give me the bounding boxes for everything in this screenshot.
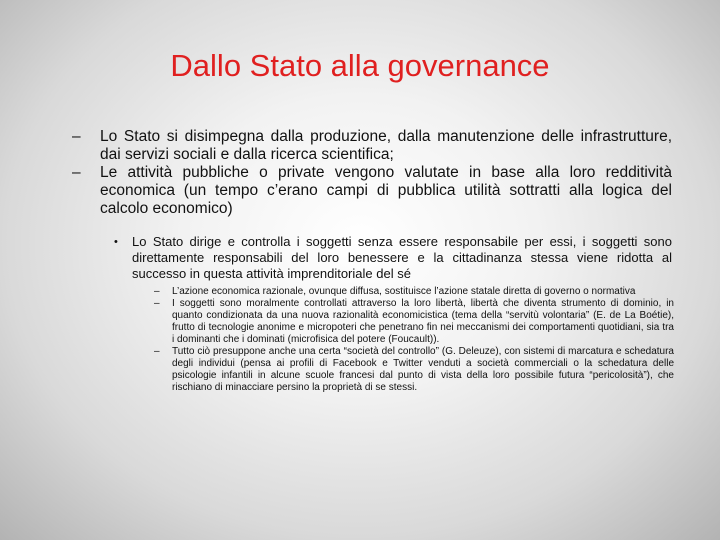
list-item-text: Lo Stato si disimpegna dalla produzione, dalla manutenzione delle infrastrutture, dai servizi sociali e dalla ricerca scientifica;: [100, 128, 672, 163]
list-item: [152, 346, 674, 394]
bullet-list-level-3: [152, 286, 674, 394]
dash-bullet: –: [154, 298, 160, 309]
list-item-text: Lo Stato dirige e controlla i soggetti senza essere responsabile per essi, i soggetti sono direttamente responsabili del loro benessere e la cittadinanza stessa viene ridotta al successo in questa attività imprenditoriale del sé: [132, 234, 672, 281]
list-item-text: Le attività pubbliche o private vengono valutate in base alla loro redditività economica (un tempo c’erano campi di pubblica utilità sottratti alla logica del calcolo economico): [100, 164, 672, 217]
slide-title: Dallo Stato alla governance: [170, 48, 550, 83]
list-item: [152, 298, 674, 346]
bullet-list-level-1: [70, 128, 672, 218]
bullet-list-level-2: [112, 234, 672, 282]
dash-bullet: –: [72, 164, 81, 181]
list-item: [152, 286, 674, 298]
list-item-text: I soggetti sono moralmente controllati attraverso la loro libertà, libertà che diventa strumento di dominio, in quanto condizionata da una nuova razionalità economicistica (tema della “servitù volontaria” (E. de La Boétie), frutto di tecnologie anonime e micropoteri che penetrano fin nei meccanismi dei comportamenti quotidiani, sia tra i dominanti che i dominati (microfisica del potere (Foucault)).: [172, 298, 674, 345]
list-item-text: L’azione economica razionale, ovunque diffusa, sostituisce l’azione statale diretta di governo o normativa: [172, 286, 636, 297]
dot-bullet: •: [114, 236, 118, 248]
dash-bullet: –: [154, 346, 160, 357]
list-item: [112, 234, 672, 282]
dash-bullet: –: [154, 286, 160, 297]
dash-bullet: –: [72, 128, 81, 145]
list-item-text: Tutto ciò presuppone anche una certa “società del controllo” (G. Deleuze), con sistemi di marcatura e schedatura degli individui (pensa ai profili di Facebook e Twitter venduti a società commerciali o la schedatura delle psicologie infantili in alcune scuole francesi dal punto di vista della loro possibile futura “pericolosità”), che rischiano di minacciare persino la proprietà di se stessi.: [172, 346, 674, 393]
list-item: [70, 128, 672, 164]
list-item: [70, 164, 672, 218]
